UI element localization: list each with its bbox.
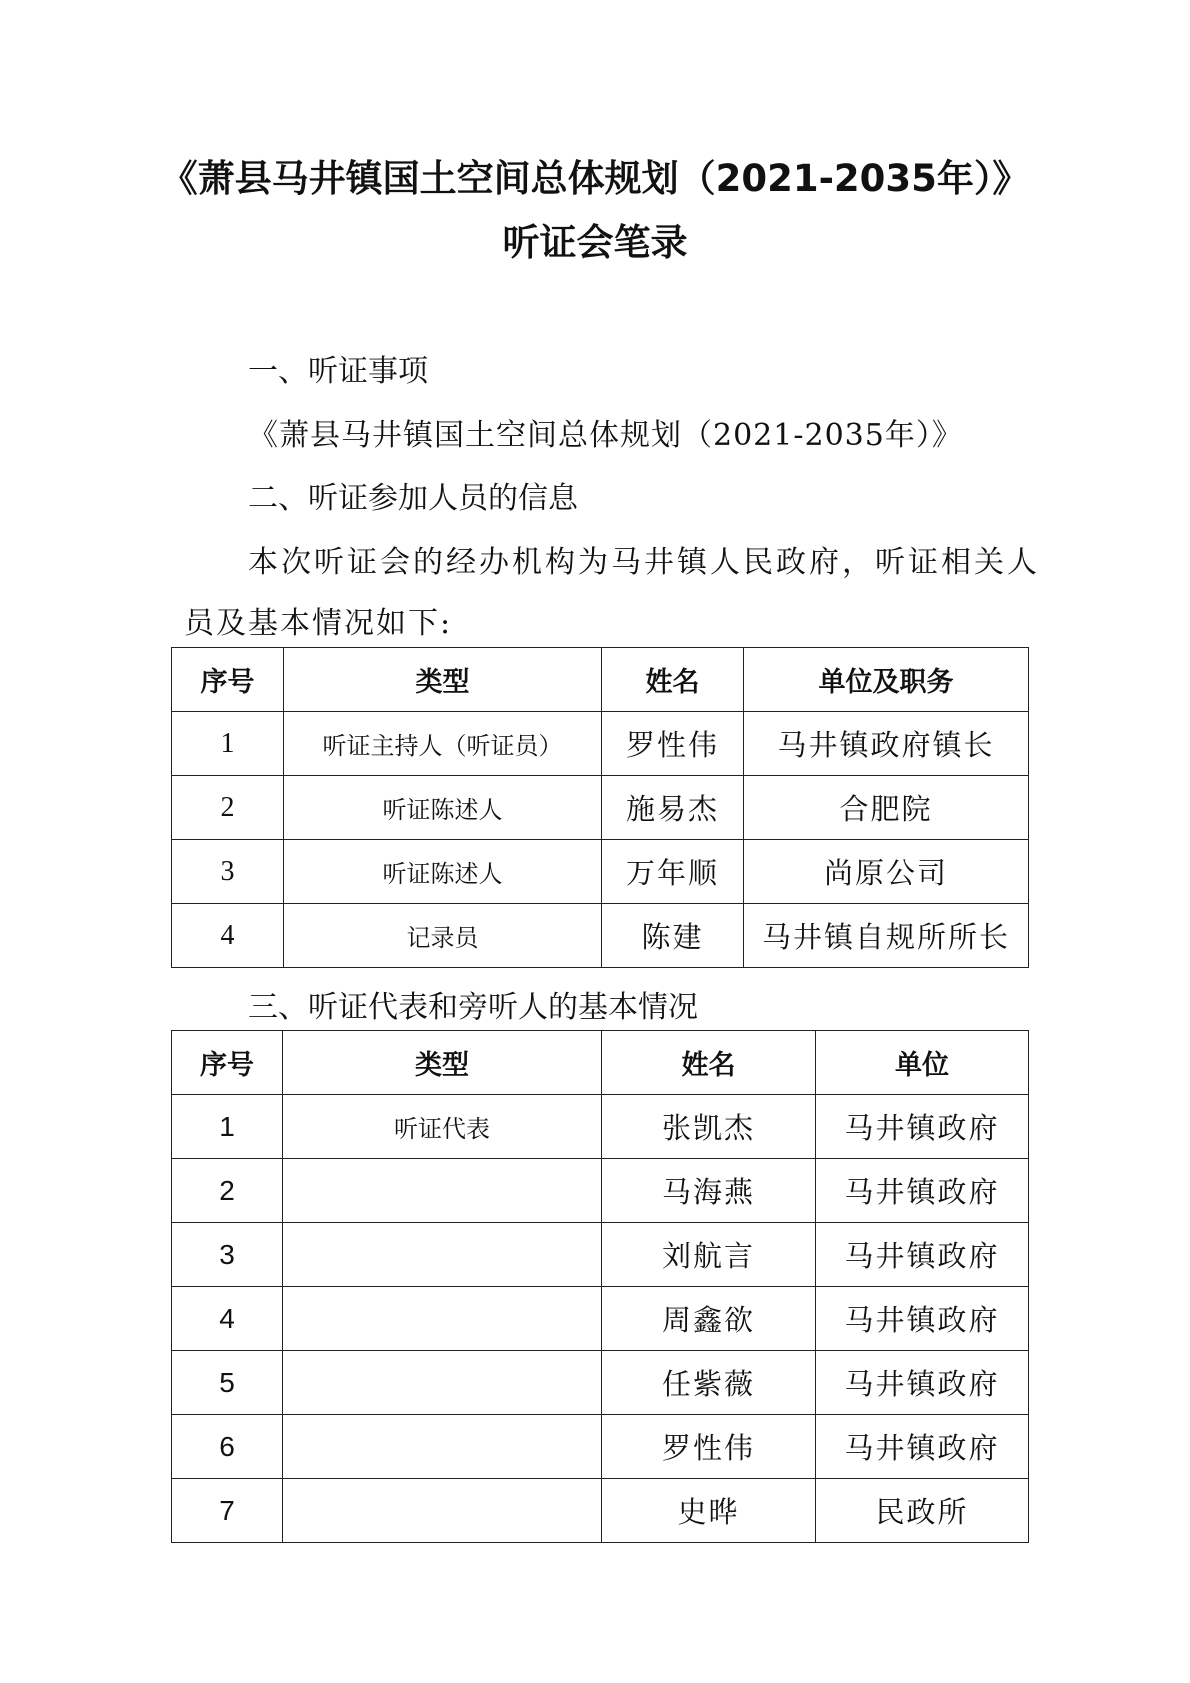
cell-unit: 马井镇政府 [816, 1351, 1029, 1415]
section1-text: 《萧县马井镇国土空间总体规划（2021-2035年）》 [248, 418, 963, 453]
cell-name: 施易杰 [602, 776, 744, 840]
cell-type [283, 1415, 602, 1479]
cell-name: 史晔 [602, 1479, 816, 1543]
cell-no: 2 [172, 776, 284, 840]
cell-type [283, 1159, 602, 1223]
table-row [172, 1415, 1029, 1479]
header-no: 序号 [172, 1031, 283, 1095]
cell-name: 张凯杰 [602, 1095, 816, 1159]
section1-heading: 一、听证事项 [248, 354, 428, 389]
header-no: 序号 [172, 648, 284, 712]
cell-name: 罗性伟 [602, 712, 744, 776]
cell-unit: 马井镇政府 [816, 1095, 1029, 1159]
cell-name: 马海燕 [602, 1159, 816, 1223]
table-row [172, 904, 1029, 968]
cell-name: 万年顺 [602, 840, 744, 904]
cell-type [283, 1351, 602, 1415]
cell-type [283, 1479, 602, 1543]
cell-no: 1 [172, 1095, 283, 1159]
cell-no: 7 [172, 1479, 283, 1543]
header-type: 类型 [283, 1031, 602, 1095]
cell-type [283, 1287, 602, 1351]
cell-no: 2 [172, 1159, 283, 1223]
table-row [172, 1223, 1029, 1287]
table-row [172, 712, 1029, 776]
table-row [172, 776, 1029, 840]
cell-unit: 合肥院 [744, 776, 1029, 840]
table-header-row [172, 1031, 1029, 1095]
cell-unit: 民政所 [816, 1479, 1029, 1543]
header-name: 姓名 [602, 1031, 816, 1095]
cell-unit: 尚原公司 [744, 840, 1029, 904]
cell-no: 4 [172, 904, 284, 968]
cell-no: 4 [172, 1287, 283, 1351]
table-row [172, 1159, 1029, 1223]
cell-unit: 马井镇政府镇长 [744, 712, 1029, 776]
cell-name: 陈建 [602, 904, 744, 968]
cell-unit: 马井镇自规所所长 [744, 904, 1029, 968]
cell-no: 3 [172, 840, 284, 904]
cell-type: 听证主持人（听证员） [284, 712, 602, 776]
table-row [172, 1351, 1029, 1415]
cell-unit: 马井镇政府 [816, 1223, 1029, 1287]
section2-heading: 二、听证参加人员的信息 [248, 481, 578, 516]
cell-type: 听证陈述人 [284, 776, 602, 840]
cell-no: 1 [172, 712, 284, 776]
representatives-table [171, 1030, 1029, 1543]
header-unit: 单位 [816, 1031, 1029, 1095]
cell-name: 周鑫欲 [602, 1287, 816, 1351]
participants-table [171, 647, 1029, 968]
table-row [172, 1479, 1029, 1543]
cell-unit: 马井镇政府 [816, 1415, 1029, 1479]
header-type: 类型 [284, 648, 602, 712]
table-header-row [172, 648, 1029, 712]
cell-no: 5 [172, 1351, 283, 1415]
section3-heading: 三、听证代表和旁听人的基本情况 [248, 990, 698, 1025]
cell-no: 6 [172, 1415, 283, 1479]
table-row [172, 1287, 1029, 1351]
cell-unit: 马井镇政府 [816, 1287, 1029, 1351]
section2-text-line1: 本次听证会的经办机构为马井镇人民政府，听证相关人 [248, 545, 1040, 580]
cell-name: 刘航言 [602, 1223, 816, 1287]
cell-type: 听证代表 [283, 1095, 602, 1159]
document-title: 《萧县马井镇国土空间总体规划（2021-2035年）》 [160, 157, 1030, 200]
cell-no: 3 [172, 1223, 283, 1287]
document-subtitle: 听证会笔录 [502, 221, 688, 264]
section2-text-line2: 员及基本情况如下: [184, 606, 453, 641]
cell-type: 听证陈述人 [284, 840, 602, 904]
table-row [172, 840, 1029, 904]
table-row [172, 1095, 1029, 1159]
header-unit: 单位及职务 [744, 648, 1029, 712]
cell-name: 罗性伟 [602, 1415, 816, 1479]
header-name: 姓名 [602, 648, 744, 712]
cell-type: 记录员 [284, 904, 602, 968]
cell-name: 任紫薇 [602, 1351, 816, 1415]
cell-unit: 马井镇政府 [816, 1159, 1029, 1223]
cell-type [283, 1223, 602, 1287]
